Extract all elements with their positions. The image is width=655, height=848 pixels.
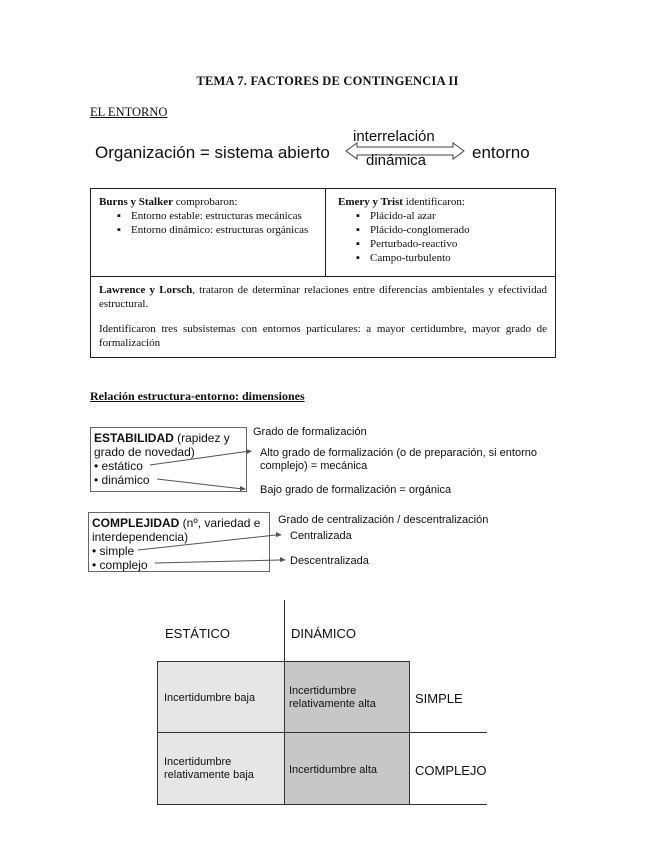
burns-names: Burns y Stalker [99, 196, 173, 208]
arrow-label-top: interrelación [353, 128, 435, 145]
emery-names: Emery y Trist [338, 196, 403, 208]
arrow-complex-to-decentral [155, 560, 280, 563]
stability-item-static: • estático [94, 459, 143, 473]
stability-item-dynamic: • dinámico [94, 473, 150, 487]
section-heading-dimensiones: Relación estructura-entorno: dimensiones [90, 389, 305, 403]
list-item: ▪ Plácido-al azar [356, 209, 543, 223]
arrow-dynamic-to-low [157, 479, 243, 489]
matrix-horizontal-line [157, 661, 409, 662]
complexity-heading-rest: (nº, variedad e interdependencia) [92, 516, 261, 544]
list-item: ▪ Campo-turbulento [356, 251, 543, 265]
list-item: ▪ Entorno estable: estructuras mecánicas [117, 209, 317, 223]
stability-heading: ESTABILIDAD [94, 431, 174, 445]
cell-text: Incertidumbre relativamente baja [164, 756, 254, 781]
col-header-static: ESTÁTICO [165, 626, 231, 641]
burns-verb: comprobaron: [172, 196, 238, 208]
list-item: ▪ Perturbado-reactivo [356, 237, 543, 251]
lawrence-names: Lawrence y Lorsch [99, 284, 193, 296]
stability-heading-rest: (rapidez y grado de novedad) [94, 431, 230, 459]
formalization-high: Alto grado de formalización (o de preparación, si entorno complejo) = mecánica [260, 447, 537, 472]
formalization-label: Grado de formalización [253, 426, 367, 438]
complexity-item-complex: • complejo [92, 558, 148, 572]
decentralized-label: Descentralizada [290, 555, 369, 567]
section-heading-entorno: EL ENTORNO [90, 105, 168, 119]
matrix-horizontal-line [157, 804, 487, 805]
equation-right: entorno [472, 143, 530, 162]
arrow-simple-to-central [138, 535, 276, 550]
uncertainty-matrix [157, 600, 487, 805]
row-header-simple: SIMPLE [415, 691, 463, 706]
complexity-heading: COMPLEJIDAD [92, 516, 180, 530]
col-header-dynamic: DINÁMICO [291, 626, 356, 641]
complexity-item-simple: • simple [92, 544, 135, 558]
cell-text: Incertidumbre baja [164, 692, 256, 704]
centralized-label: Centralizada [290, 530, 352, 542]
subsystems-text: Identificaron tres subsistemas con entornos particulares: a mayor certidumbre, mayor grado de formalización [99, 323, 547, 349]
matrix-horizontal-line [157, 732, 487, 733]
arrow-label-bottom: dinámica [366, 152, 427, 169]
equation-left: Organización = sistema abierto [95, 143, 330, 162]
lawrence-text: , trataron de determinar relaciones entre diferencias ambientales y efectividad estructural. [99, 284, 547, 310]
centralization-label: Grado de centralización / descentralización [278, 514, 489, 526]
matrix-vertical-line [284, 600, 285, 804]
arrow-static-to-high [150, 451, 250, 465]
row-header-complex: COMPLEJO [415, 763, 487, 778]
list-item: ▪ Entorno dinámico: estructuras orgánicas [117, 223, 317, 237]
list-item: ▪ Plácido-conglomerado [356, 223, 543, 237]
cell-text: Incertidumbre relativamente alta [289, 685, 376, 710]
formalization-low: Bajo grado de formalización = orgánica [260, 484, 452, 496]
page-title: TEMA 7. FACTORES DE CONTINGENCIA II [196, 74, 459, 88]
emery-verb: identificaron: [402, 196, 465, 208]
cell-text: Incertidumbre alta [289, 764, 378, 776]
